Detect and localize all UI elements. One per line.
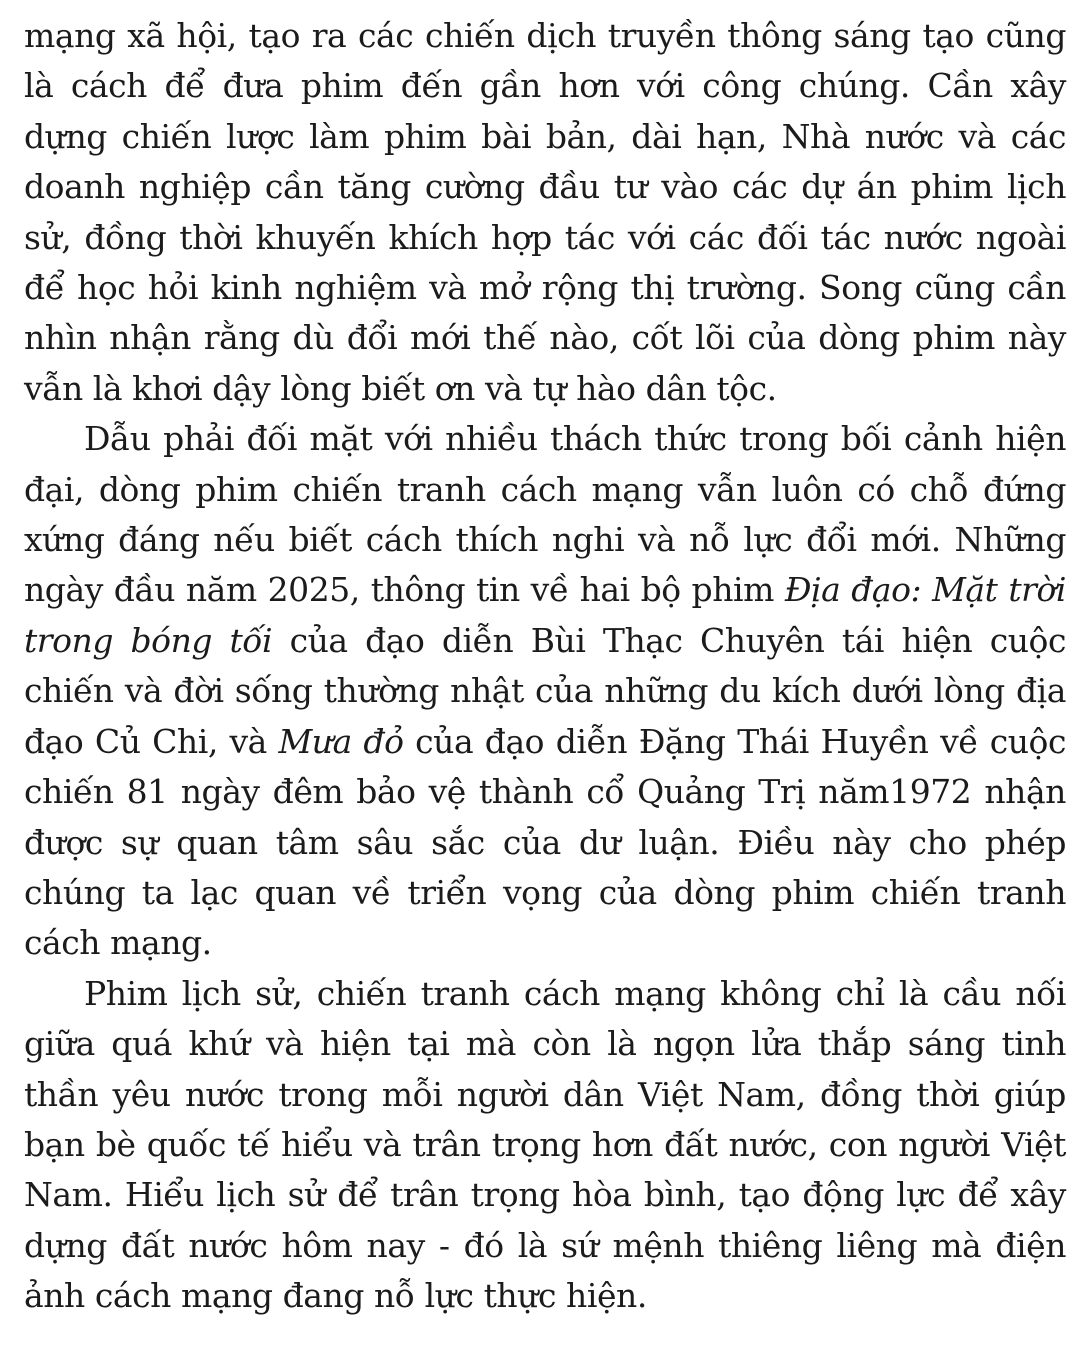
paragraph-2-text-part-2: của đạo diễn Bùi Thạc Chuyên tái hiện cuộc chiến và đời sống thường nhật của những du kích dưới lòng địa đạo Củ Chi, và <box>24 620 1066 761</box>
paragraph-2-text-part-3: của đạo diễn Đặng Thái Huyền về cuộc chiến 81 ngày đêm bảo vệ thành cổ Quảng Trị năm1972 nhận được sự quan tâm sâu sắc của dư luận. Điều này cho phép chúng ta lạc quan về triển vọng của dòng phim chiến tranh cách mạng. <box>24 721 1066 963</box>
paragraph-history-mission: Phim lịch sử, chiến tranh cách mạng không chỉ là cầu nối giữa quá khứ và hiện tại mà còn là ngọn lửa thắp sáng tinh thần yêu nước trong mỗi người dân Việt Nam, đồng thời giúp bạn bè quốc tế hiểu và trân trọng hơn đất nước, con người Việt Nam. Hiểu lịch sử để trân trọng hòa bình, tạo động lực để xây dựng đất nước hôm nay - đó là sứ mệnh thiêng liêng mà điện ảnh cách mạng đang nỗ lực thực hiện. <box>24 973 1066 1316</box>
film-title-mua-do: Mưa đỏ <box>278 721 404 761</box>
paragraph-2-text-part-1: Dẫu phải đối mặt với nhiều thách thức trong bối cảnh hiện đại, dòng phim chiến tranh cách mạng vẫn luôn có chỗ đứng xứng đáng nếu biết cách thích nghi và nỗ lực đổi mới. Những ngày đầu năm 2025, thông tin về hai bộ phim <box>24 419 1066 610</box>
paragraph-war-films-2025 <box>24 414 1066 968</box>
paragraph-social-media-strategy: mạng xã hội, tạo ra các chiến dịch truyền thông sáng tạo cũng là cách để đưa phim đến gần hơn với công chúng. Cần xây dựng chiến lược làm phim bài bản, dài hạn, Nhà nước và các doanh nghiệp cần tăng cường đầu tư vào các dự án phim lịch sử, đồng thời khuyến khích hợp tác với các đối tác nước ngoài để học hỏi kinh nghiệm và mở rộng thị trường. Song cũng cần nhìn nhận rằng dù đổi mới thế nào, cốt lõi của dòng phim này vẫn là khơi dậy lòng biết ơn và tự hào dân tộc. <box>24 16 1066 408</box>
film-title-dia-dao: Địa đạo: Mặt trời trong bóng tối <box>24 570 1066 660</box>
